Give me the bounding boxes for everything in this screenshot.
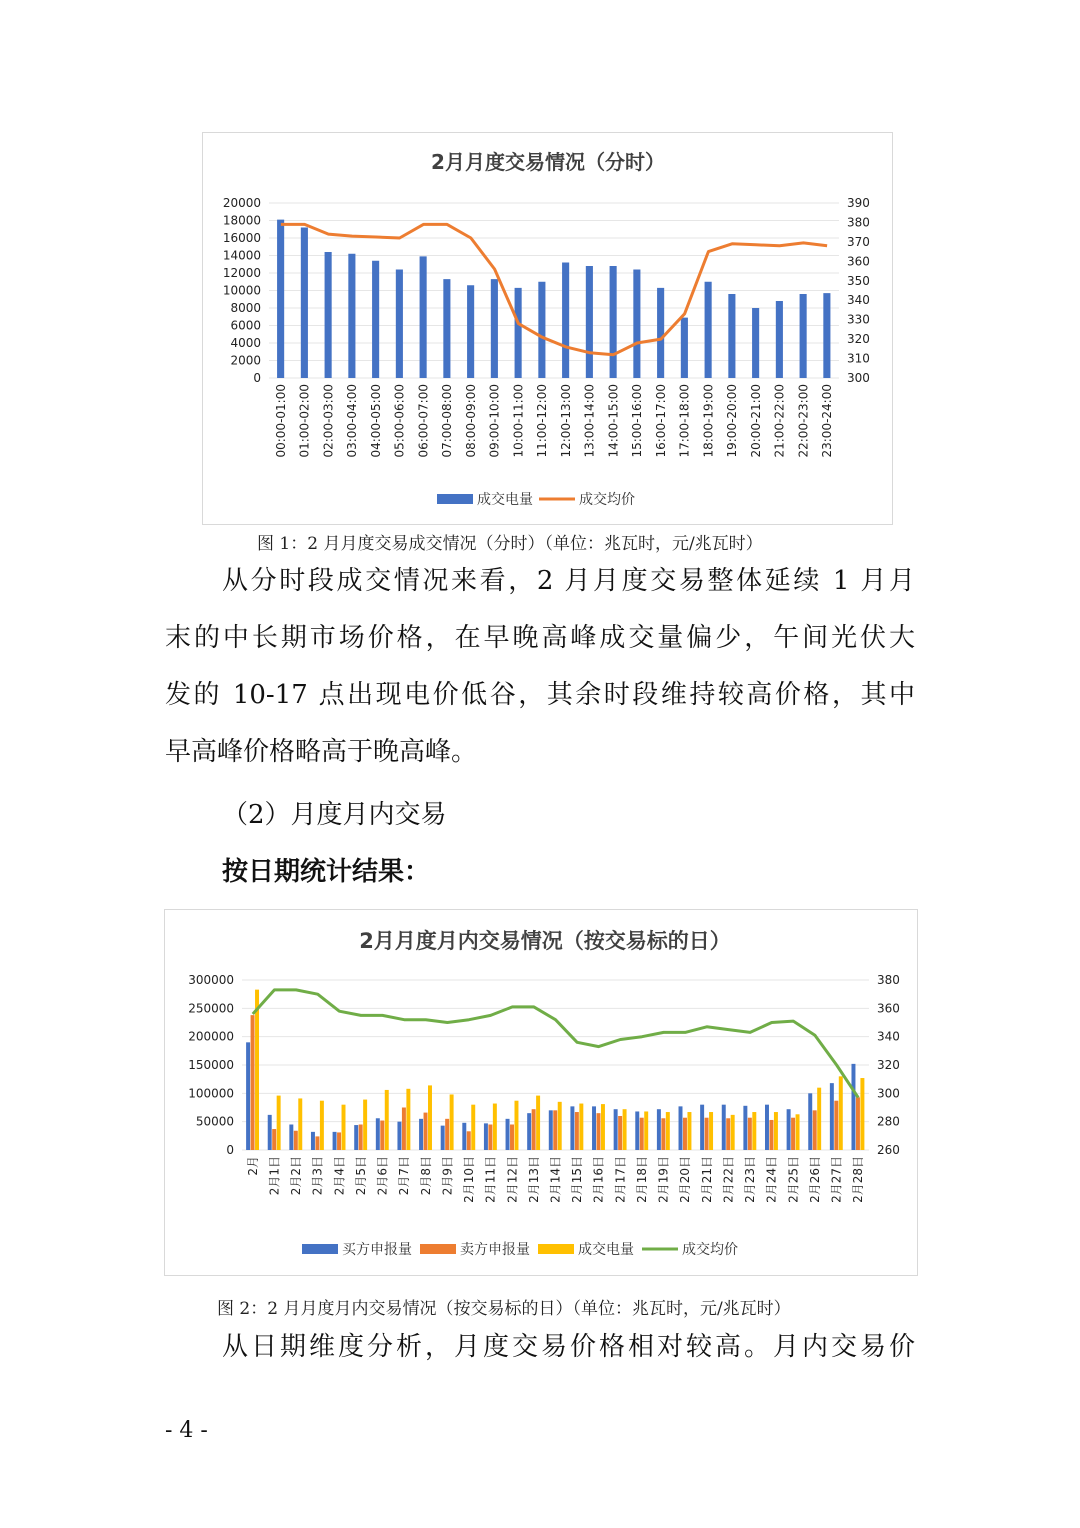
bar-成交电量: [450, 1094, 454, 1150]
y-tick-left: 50000: [195, 1114, 234, 1129]
y-tick-right: 380: [847, 215, 870, 230]
x-tick-label: 2月27日: [829, 1156, 844, 1203]
x-tick-label: 08:00-09:00: [463, 384, 478, 458]
bar-成交电量: [728, 294, 735, 378]
x-tick-label: 04:00-05:00: [368, 384, 383, 458]
bar-成交电量: [817, 1088, 821, 1150]
bar-卖方申报量: [510, 1125, 514, 1151]
x-tick-label: 18:00-19:00: [701, 384, 716, 458]
bar-买方申报量: [743, 1106, 747, 1150]
x-tick-label: 23:00-24:00: [820, 384, 835, 458]
y-tick-right: 350: [847, 273, 870, 288]
x-tick-label: 2月3日: [310, 1156, 325, 1196]
bar-买方申报量: [614, 1109, 618, 1150]
legend-label: 成交电量: [578, 1242, 634, 1258]
x-tick-label: 2月1日: [267, 1156, 282, 1196]
bar-卖方申报量: [813, 1110, 817, 1150]
y-tick-left: 16000: [222, 231, 261, 245]
y-tick-left: 0: [226, 1143, 234, 1157]
bar-卖方申报量: [856, 1097, 860, 1150]
bar-成交电量: [731, 1115, 735, 1150]
bar-买方申报量: [246, 1042, 250, 1150]
chart-hourly-trading: [202, 132, 893, 525]
bar-成交电量: [562, 263, 569, 379]
bar-买方申报量: [462, 1123, 466, 1150]
paragraph-line: 从日期维度分析，月度交易价格相对较高。月内交易价: [222, 1332, 915, 1362]
bar-卖方申报量: [553, 1110, 557, 1150]
bar-卖方申报量: [705, 1118, 709, 1150]
sub-heading: 按日期统计结果：: [222, 857, 431, 887]
y-tick-right: 340: [877, 1029, 900, 1044]
x-tick-label: 2月12日: [505, 1156, 520, 1203]
x-tick-label: 2月11日: [483, 1156, 498, 1203]
x-tick-label: 2月26日: [807, 1156, 822, 1203]
bar-成交电量: [301, 228, 308, 379]
bar-卖方申报量: [467, 1131, 471, 1150]
x-tick-label: 06:00-07:00: [416, 384, 431, 458]
x-tick-label: 02:00-03:00: [321, 384, 336, 458]
bar-买方申报量: [787, 1109, 791, 1150]
bar-成交电量: [705, 282, 712, 378]
bar-成交电量: [385, 1090, 389, 1150]
x-tick-label: 11:00-12:00: [535, 384, 550, 458]
x-tick-label: 2月24日: [764, 1156, 779, 1203]
bar-成交电量: [774, 1112, 778, 1150]
paragraph-line: 末的中长期市场价格，在早晚高峰成交量偏少，午间光伏大: [165, 623, 915, 653]
bar-成交电量: [420, 256, 427, 378]
x-tick-label: 20:00-21:00: [748, 384, 763, 458]
bar-卖方申报量: [661, 1118, 665, 1150]
bar-成交电量: [752, 1112, 756, 1150]
bar-买方申报量: [397, 1122, 401, 1150]
x-tick-label: 03:00-04:00: [345, 384, 360, 458]
bar-买方申报量: [657, 1109, 661, 1150]
bar-成交电量: [298, 1098, 302, 1150]
x-tick-label: 22:00-23:00: [796, 384, 811, 458]
x-tick-label: 2月: [245, 1156, 260, 1176]
bar-买方申报量: [549, 1110, 553, 1150]
x-tick-label: 00:00-01:00: [273, 384, 288, 458]
bar-卖方申报量: [359, 1125, 363, 1151]
bar-买方申报量: [354, 1125, 358, 1150]
bar-成交电量: [536, 1096, 540, 1150]
y-tick-left: 20000: [222, 196, 261, 210]
bar-成交电量: [860, 1078, 864, 1150]
y-tick-right: 390: [847, 196, 870, 210]
bar-买方申报量: [333, 1132, 337, 1150]
bar-成交电量: [443, 279, 450, 378]
y-tick-right: 310: [847, 351, 870, 366]
bar-卖方申报量: [251, 1015, 255, 1150]
x-tick-label: 05:00-06:00: [392, 384, 407, 458]
bar-卖方申报量: [640, 1118, 644, 1150]
y-tick-right: 320: [877, 1058, 900, 1072]
x-tick-label: 09:00-10:00: [487, 384, 502, 458]
x-tick-label: 07:00-08:00: [440, 384, 455, 458]
bar-卖方申报量: [769, 1120, 773, 1150]
bar-卖方申报量: [618, 1116, 622, 1150]
bar-成交电量: [709, 1112, 713, 1150]
legend-label: 卖方申报量: [460, 1242, 530, 1258]
bar-卖方申报量: [315, 1136, 319, 1150]
y-tick-left: 4000: [230, 336, 261, 350]
y-tick-right: 340: [847, 293, 870, 308]
bar-成交电量: [428, 1085, 432, 1150]
bar-卖方申报量: [337, 1132, 341, 1150]
bar-卖方申报量: [488, 1125, 492, 1151]
legend-label: 成交电量: [477, 492, 533, 508]
figure-caption-2: 图 2：2 月月度月内交易情况（按交易标的日）（单位：兆瓦时，元/兆瓦时）: [217, 1299, 791, 1319]
bar-成交电量: [752, 308, 759, 378]
bar-买方申报量: [441, 1126, 445, 1150]
bar-卖方申报量: [726, 1118, 730, 1150]
section-heading: （2）月度月内交易: [222, 800, 447, 830]
bar-成交电量: [623, 1109, 627, 1150]
bar-买方申报量: [419, 1119, 423, 1150]
bar-卖方申报量: [445, 1119, 449, 1150]
bar-成交电量: [776, 301, 783, 378]
y-tick-left: 18000: [222, 213, 261, 228]
bar-成交电量: [666, 1112, 670, 1150]
y-tick-right: 320: [847, 332, 870, 347]
bar-卖方申报量: [424, 1113, 428, 1150]
x-tick-label: 2月25日: [786, 1156, 801, 1203]
bar-卖方申报量: [597, 1113, 601, 1150]
x-tick-label: 2月18日: [634, 1156, 649, 1203]
bar-成交电量: [610, 266, 617, 378]
bar-成交电量: [601, 1104, 605, 1150]
chart-daily-trading: [164, 909, 918, 1276]
x-tick-label: 2月17日: [613, 1156, 628, 1203]
bar-卖方申报量: [791, 1118, 795, 1150]
bar-卖方申报量: [834, 1101, 838, 1150]
y-tick-left: 0: [253, 371, 261, 385]
line-成交均价: [253, 990, 858, 1098]
bar-卖方申报量: [294, 1131, 298, 1150]
bar-成交电量: [681, 318, 688, 378]
bar-卖方申报量: [683, 1118, 687, 1150]
x-tick-label: 2月14日: [548, 1156, 563, 1203]
x-tick-label: 2月2日: [289, 1156, 304, 1196]
bar-买方申报量: [679, 1106, 683, 1150]
x-tick-label: 2月4日: [332, 1156, 347, 1196]
legend-swatch: [302, 1244, 338, 1254]
y-tick-left: 14000: [222, 248, 261, 263]
bar-成交电量: [558, 1102, 562, 1150]
bar-成交电量: [406, 1089, 410, 1150]
bar-成交电量: [255, 990, 259, 1150]
page-number: - 4 -: [165, 1418, 208, 1443]
y-tick-right: 300: [877, 1086, 900, 1101]
y-tick-left: 8000: [230, 301, 261, 315]
chart-daily-svg: [165, 910, 919, 1277]
bar-买方申报量: [592, 1106, 596, 1150]
bar-成交电量: [342, 1105, 346, 1150]
legend-swatch: [437, 494, 473, 504]
bar-买方申报量: [570, 1106, 574, 1150]
x-tick-label: 2月19日: [656, 1156, 671, 1203]
legend-label: 成交均价: [579, 492, 635, 508]
bar-买方申报量: [808, 1093, 812, 1150]
bar-买方申报量: [506, 1119, 510, 1150]
y-tick-left: 100000: [188, 1086, 234, 1101]
bar-成交电量: [657, 288, 664, 378]
x-tick-label: 2月20日: [678, 1156, 693, 1203]
y-tick-right: 370: [847, 234, 870, 249]
x-tick-label: 2月28日: [851, 1156, 866, 1203]
bar-成交电量: [514, 1101, 518, 1150]
x-tick-label: 2月7日: [397, 1156, 412, 1196]
bar-成交电量: [348, 254, 355, 378]
x-tick-label: 01:00-02:00: [297, 384, 312, 458]
bar-买方申报量: [289, 1125, 293, 1151]
chart-title: 2月月度月内交易情况（按交易标的日）: [359, 929, 731, 953]
y-tick-right: 360: [847, 254, 870, 269]
bar-成交电量: [538, 282, 545, 378]
paragraph-line: 早高峰价格略高于晚高峰。: [165, 737, 478, 767]
legend-swatch: [420, 1244, 456, 1254]
bar-成交电量: [687, 1112, 691, 1150]
bar-成交电量: [363, 1100, 367, 1150]
x-tick-label: 15:00-16:00: [630, 384, 645, 458]
bar-成交电量: [493, 1104, 497, 1150]
bar-成交电量: [515, 288, 522, 378]
bar-成交电量: [633, 270, 640, 379]
x-tick-label: 16:00-17:00: [653, 384, 668, 458]
x-tick-label: 2月5日: [353, 1156, 368, 1196]
legend-swatch: [538, 1244, 574, 1254]
bar-买方申报量: [484, 1123, 488, 1150]
bar-买方申报量: [527, 1113, 531, 1150]
x-tick-label: 2月23日: [743, 1156, 758, 1203]
bar-买方申报量: [722, 1105, 726, 1150]
x-tick-label: 12:00-13:00: [558, 384, 573, 458]
bar-买方申报量: [268, 1115, 272, 1150]
bar-买方申报量: [765, 1105, 769, 1150]
y-tick-right: 360: [877, 1001, 900, 1016]
chart-title: 2月月度交易情况（分时）: [431, 150, 665, 174]
y-tick-right: 260: [877, 1143, 900, 1157]
bar-成交电量: [823, 293, 830, 378]
y-tick-left: 300000: [188, 973, 234, 987]
x-tick-label: 19:00-20:00: [725, 384, 740, 458]
bar-成交电量: [839, 1076, 843, 1150]
bar-成交电量: [372, 261, 379, 378]
y-tick-left: 10000: [222, 283, 261, 298]
x-tick-label: 17:00-18:00: [677, 384, 692, 458]
bar-卖方申报量: [748, 1118, 752, 1150]
bar-买方申报量: [635, 1111, 639, 1150]
y-tick-left: 6000: [230, 318, 261, 333]
bar-买方申报量: [851, 1064, 855, 1150]
bar-成交电量: [800, 294, 807, 378]
y-tick-right: 280: [877, 1114, 900, 1129]
x-tick-label: 10:00-11:00: [511, 384, 526, 458]
x-tick-label: 2月15日: [570, 1156, 585, 1203]
bar-成交电量: [579, 1104, 583, 1150]
x-tick-label: 2月6日: [375, 1156, 390, 1196]
bar-成交电量: [277, 1096, 281, 1150]
bar-买方申报量: [700, 1105, 704, 1150]
bar-卖方申报量: [575, 1112, 579, 1150]
x-tick-label: 2月22日: [721, 1156, 736, 1203]
y-tick-left: 150000: [188, 1058, 234, 1072]
x-tick-label: 2月21日: [699, 1156, 714, 1203]
legend-label: 成交均价: [682, 1242, 738, 1258]
bar-买方申报量: [376, 1118, 380, 1150]
bar-买方申报量: [830, 1083, 834, 1150]
x-tick-label: 2月10日: [462, 1156, 477, 1203]
x-tick-label: 2月8日: [418, 1156, 433, 1196]
y-tick-left: 2000: [230, 353, 261, 368]
bar-成交电量: [471, 1105, 475, 1150]
y-tick-right: 380: [877, 973, 900, 987]
bar-成交电量: [644, 1111, 648, 1150]
x-tick-label: 2月9日: [440, 1156, 455, 1196]
y-tick-left: 250000: [188, 1001, 234, 1016]
bar-成交电量: [491, 279, 498, 378]
line-成交均价: [281, 224, 827, 354]
bar-卖方申报量: [380, 1121, 384, 1150]
bar-买方申报量: [311, 1132, 315, 1150]
x-tick-label: 2月13日: [526, 1156, 541, 1203]
bar-成交电量: [277, 220, 284, 378]
y-tick-left: 12000: [222, 266, 261, 280]
x-tick-label: 21:00-22:00: [772, 384, 787, 458]
legend-label: 买方申报量: [342, 1242, 412, 1258]
chart-hourly-svg: [203, 133, 894, 526]
x-tick-label: 13:00-14:00: [582, 384, 597, 458]
bar-成交电量: [467, 285, 474, 378]
paragraph-line: 从分时段成交情况来看，2 月月度交易整体延续 1 月月: [222, 566, 915, 596]
bar-卖方申报量: [532, 1109, 536, 1150]
bar-卖方申报量: [272, 1129, 276, 1150]
bar-成交电量: [325, 252, 332, 378]
y-tick-left: 200000: [188, 1029, 234, 1044]
paragraph-line: 发的 10-17 点出现电价低谷，其余时段维持较高价格，其中: [165, 680, 915, 710]
x-tick-label: 14:00-15:00: [606, 384, 621, 458]
x-tick-label: 2月16日: [591, 1156, 606, 1203]
bar-成交电量: [586, 266, 593, 378]
bar-成交电量: [396, 270, 403, 379]
bar-卖方申报量: [402, 1108, 406, 1151]
bar-成交电量: [796, 1114, 800, 1150]
y-tick-right: 330: [847, 312, 870, 327]
y-tick-right: 300: [847, 371, 870, 385]
figure-caption-1: 图 1：2 月月度交易成交情况（分时）（单位：兆瓦时，元/兆瓦时）: [257, 534, 763, 554]
bar-成交电量: [320, 1101, 324, 1150]
